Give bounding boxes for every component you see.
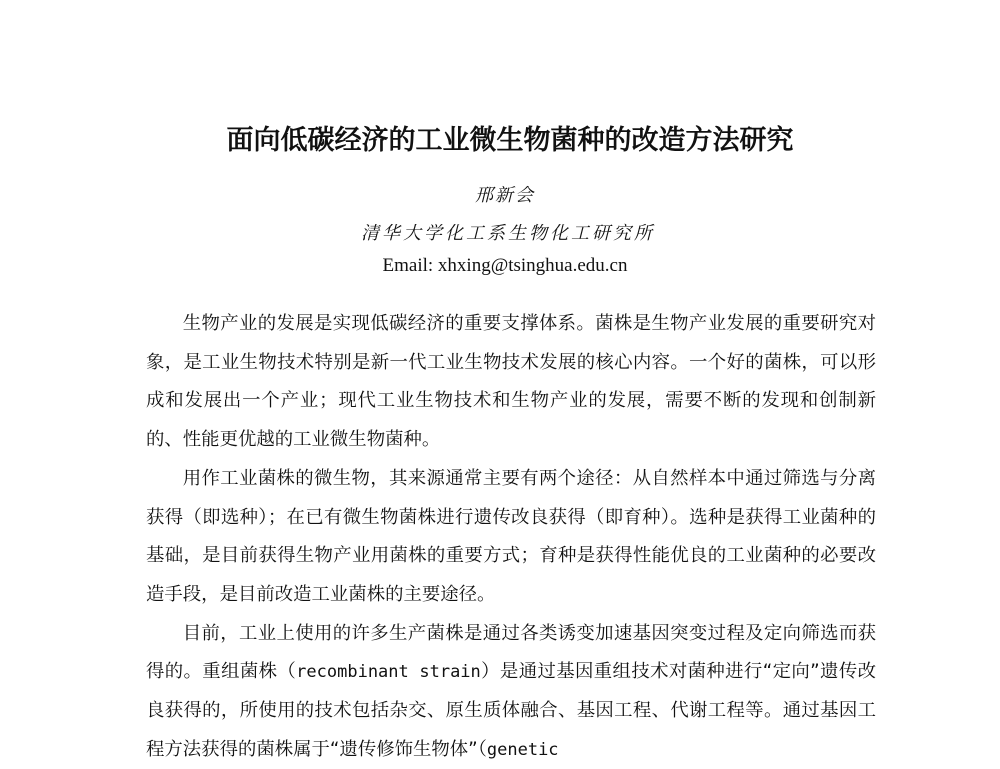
paper-title: 面向低碳经济的工业微生物菌种的改造方法研究 [226,125,794,156]
term-genetic: genetic [486,739,559,760]
author-email: Email: xhxing@tsinghua.edu.cn [382,255,628,276]
author-affiliation: 清华大学化工系生物化工研究所 [361,223,655,244]
body-text [146,305,876,769]
paragraph-1: 生物产业的发展是实现低碳经济的重要支撑体系。菌株是生物产业发展的重要研究对象，是工业生物技术特别是新一代工业生物技术发展的核心内容。一个好的菌株，可以形成和发展出一个产业；现代工业生物技术和生物产业的发展，需要不断的发现和创制新的、性能更优越的工业微生物菌种。 [146,313,876,451]
paragraph-3 [146,615,876,769]
paragraph-3-part-1: 目前，工业上使用的许多生产菌株是通过各类诱变加速基因突变过程及定向筛选而获得的。重组菌株（ [146,622,876,683]
author-name: 邢新会 [475,185,535,206]
paragraph-3-part-2: ）是通过基因重组技术对菌种进行“定向”遗传改良获得的，所使用的技术包括杂交、原生质体融合、基因工程、代谢工程等。通过基因工程方法获得的菌株属于“遗传修饰生物体”（ [146,661,876,760]
term-recombinant-strain: recombinant strain [296,662,481,683]
paragraph-2: 用作工业菌株的微生物，其来源通常主要有两个途径：从自然样本中通过筛选与分离获得（即选种）；在已有微生物菌株进行遗传改良获得（即育种）。选种是获得工业菌种的基础，是目前获得生物产业用菌株的重要方式；育种是获得性能优良的工业菌种的必要改造手段，是目前改造工业菌株的主要途径。 [146,467,876,605]
